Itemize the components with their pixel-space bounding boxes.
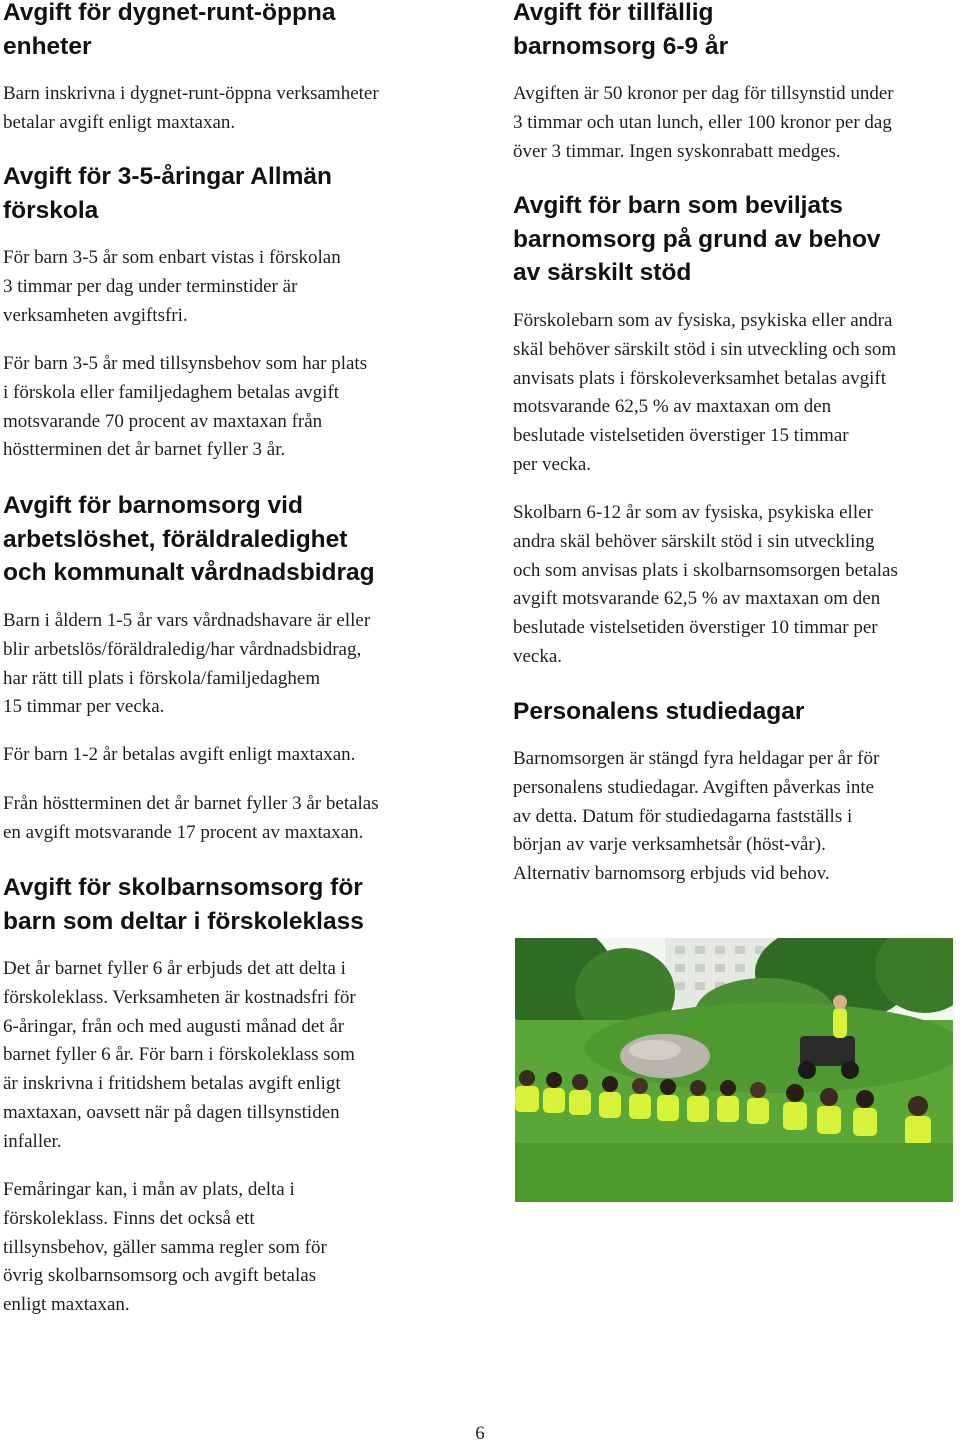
paragraph-studiedagar: Barnomsorgen är stängd fyra heldagar per år för personalens studiedagar. Avgiften påverkas inte av detta. Datum för studiedagarna fastställs i början av varje verksamhetsår (höst-vår). Alternativ barnomsorg erbjuds vid behov.: [513, 748, 880, 885]
paragraph-forskoleklass-2: Femåringar kan, i mån av plats, delta i förskoleklass. Finns det också ett tillsynsbehov, gäller samma regler som för övrig skolbarnsomsorg och avgift betalas enligt maxtaxan.: [3, 1179, 327, 1316]
photo-illustration: [515, 938, 953, 1202]
paragraph-sarskilt-stod-2: Skolbarn 6-12 år som av fysiska, psykiska eller andra skäl behöver särskilt stöd i sin utveckling och som anvisas plats i skolbarnsomsorgen betalas avgift motsvarande 62,5 % av maxtaxan om den beslutade vistelsetiden överstiger 10 timmar per vecka.: [513, 502, 898, 667]
paragraph-allman-forskola-2: För barn 3-5 år med tillsynsbehov som har plats i förskola eller familjedaghem betalas avgift motsvarande 70 procent av maxtaxan från höstterminen det år barnet fyller 3 år.: [3, 353, 368, 461]
photo-foreground-lawn: [515, 1143, 953, 1202]
page-number: 6: [475, 1423, 485, 1444]
paragraph-arbetsloshet-3: Från höstterminen det år barnet fyller 3 år betalas en avgift motsvarande 17 procent av maxtaxan.: [3, 793, 379, 843]
paragraph-allman-forskola-1: För barn 3-5 år som enbart vistas i förskolan 3 timmar per dag under terminstider är verksamheten avgiftsfri.: [3, 247, 341, 326]
heading-tillfallig-barnomsorg: Avgift för tillfällig barnomsorg 6-9 år: [513, 0, 729, 60]
paragraph-forskoleklass-1: Det år barnet fyller 6 år erbjuds det att delta i förskoleklass. Verksamheten är kostnadsfri för 6-åringar, från och med augusti månad det år barnet fyller 6 år. För barn i förskoleklass som är inskrivna i fritidshem betalas avgift enligt maxtaxan, oavsett när på dagen tillsynstiden infaller.: [3, 958, 356, 1152]
heading-dygnet-runt: Avgift för dygnet-runt-öppna enheter: [3, 0, 336, 60]
heading-sarskilt-stod: Avgift för barn som beviljats barnomsorg på grund av behov av särskilt stöd: [513, 192, 881, 286]
paragraph-arbetsloshet-1: Barn i åldern 1-5 år vars vårdnadshavare är eller blir arbetslös/föräldraledig/har vårdnadsbidrag, har rätt till plats i förskola/familjedaghem 15 timmar per vecka.: [3, 610, 371, 718]
paragraph-dygnet-runt: Barn inskrivna i dygnet-runt-öppna verksamheter betalar avgift enligt maxtaxan.: [3, 83, 379, 133]
paragraph-sarskilt-stod-1: Förskolebarn som av fysiska, psykiska eller andra skäl behöver särskilt stöd i sin utveckling och som anvisats plats i förskoleverksamhet betalas avgift motsvarande 62,5 % av maxtaxan om den beslutade vistelsetiden överstiger 15 timmar per vecka.: [513, 310, 897, 475]
heading-forskoleklass: Avgift för skolbarnsomsorg för barn som deltar i förskoleklass: [3, 874, 364, 935]
photo-children-on-lawn: [515, 938, 953, 1202]
heading-arbetsloshet: Avgift för barnomsorg vid arbetslöshet, föräldraledighet och kommunalt vårdnadsbidrag: [3, 492, 375, 586]
heading-allman-forskola: Avgift för 3-5-åringar Allmän förskola: [3, 163, 332, 224]
paragraph-arbetsloshet-2: För barn 1-2 år betalas avgift enligt maxtaxan.: [3, 744, 356, 765]
heading-studiedagar: Personalens studiedagar: [513, 698, 805, 725]
paragraph-tillfallig-barnomsorg: Avgiften är 50 kronor per dag för tillsynstid under 3 timmar och utan lunch, eller 100 kronor per dag över 3 timmar. Ingen syskonrabatt medges.: [513, 83, 894, 162]
